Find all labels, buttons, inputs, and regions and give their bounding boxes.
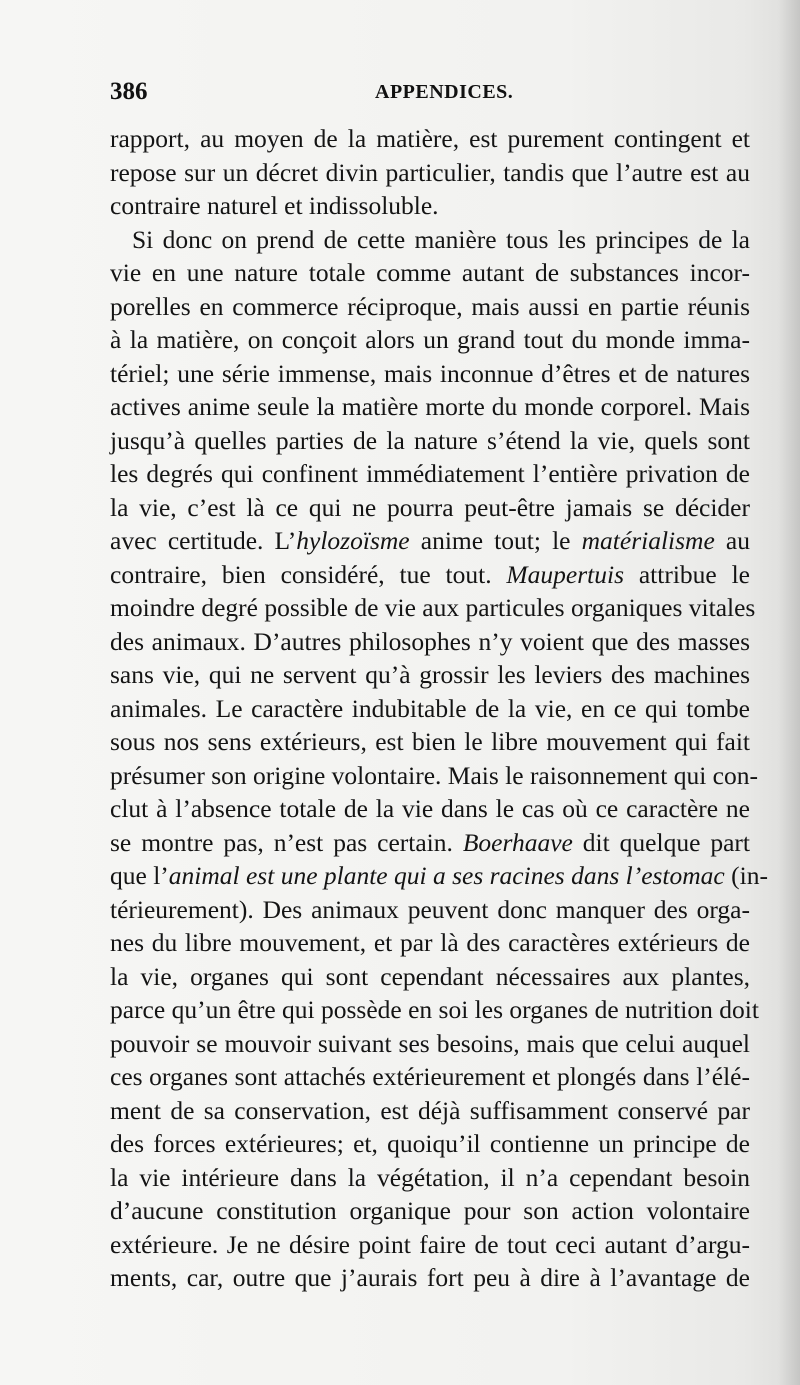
text-line — [110, 457, 750, 491]
text-line — [110, 223, 750, 257]
text-line — [110, 960, 750, 994]
text-line — [110, 759, 758, 793]
text-span: se montre pas, n’est pas certain. — [110, 827, 463, 857]
text-span: parce qu’un être qui possède en soi les organes de nutrition doit — [110, 995, 759, 1024]
text-span: attribue le — [624, 559, 750, 589]
text-span: ments, car, outre que j’aurais fort peu à dire à l’avantage de — [110, 1263, 750, 1292]
text-line — [110, 290, 750, 324]
text-span: la vie intérieure dans la végétation, il n’a cependant besoin — [110, 1162, 750, 1192]
text-line — [110, 524, 750, 558]
text-line — [110, 189, 750, 223]
text-span: moindre degré possible de vie aux particules organiques vitales — [110, 593, 756, 622]
text-line — [110, 1228, 750, 1262]
text-line — [110, 256, 750, 290]
page-number: 386 — [110, 78, 148, 105]
running-head: APPENDICES. — [375, 81, 514, 103]
text-line — [110, 122, 750, 156]
text-span: extérieure. Je ne désire point faire de tout ceci autant d’argu- — [110, 1229, 750, 1259]
text-span: des forces extérieures; et, quoiqu’il contienne un principe de — [110, 1129, 750, 1158]
text-line — [110, 859, 768, 893]
text-line — [110, 792, 750, 826]
text-span: contraire naturel et indissoluble. — [110, 191, 439, 220]
text-span: sans vie, qui ne servent qu’à grossir les leviers des machines — [110, 660, 750, 689]
italic-text-span: matérialisme — [581, 526, 715, 555]
text-line — [110, 926, 750, 960]
text-span: pouvoir se mouvoir suivant ses besoins, mais que celui auquel — [110, 1028, 750, 1058]
text-line — [110, 1127, 750, 1161]
text-span: repose sur un décret divin particulier, tandis que l’autre est au — [110, 157, 750, 187]
text-line — [110, 558, 750, 592]
italic-text-span: Boerhaave — [462, 827, 573, 857]
text-span: la vie, organes qui sont cependant nécessaires aux plantes, — [110, 961, 750, 991]
italic-text-span: Maupertuis — [506, 559, 624, 589]
text-span: des animaux. D’autres philosophes n’y voient que des masses — [110, 626, 750, 656]
italic-text-span: hylozoïsme — [296, 526, 410, 555]
text-span: au — [714, 526, 750, 555]
text-span: présumer son origine volontaire. Mais le raisonnement qui con- — [110, 760, 758, 790]
text-span: ment de sa conservation, est déjà suffisamment conservé par — [110, 1095, 750, 1125]
italic-text-span: animal est une plante qui a ses racines dans l’estomac — [168, 861, 725, 890]
text-span: dit quelque part — [572, 827, 750, 857]
body-text — [110, 122, 768, 1295]
text-span: nes du libre mouvement, et par là des caractères extérieurs de — [110, 928, 750, 957]
text-line — [110, 1161, 750, 1195]
text-line — [110, 893, 750, 927]
text-span: la vie, c’est là ce qui ne pourra peut-être jamais se décider — [110, 492, 750, 522]
text-span: jusqu’à quelles parties de la nature s’étend la vie, quels sont — [110, 425, 750, 455]
text-span: que l’ — [110, 861, 169, 890]
text-span: tériel; une série immense, mais inconnue d’êtres et de natures — [110, 358, 750, 388]
text-line — [110, 993, 759, 1027]
text-line — [110, 826, 750, 860]
text-line — [110, 491, 750, 525]
text-span: rapport, au moyen de la matière, est purement contingent et — [110, 124, 750, 153]
text-line — [110, 390, 750, 424]
page-header — [110, 78, 750, 108]
text-line — [110, 424, 750, 458]
text-line — [110, 692, 750, 726]
text-span: à la matière, on conçoit alors un grand tout du monde imma- — [110, 325, 750, 354]
text-span: porelles en commerce réciproque, mais aussi en partie réunis — [110, 291, 750, 321]
text-span: d’aucune constitution organique pour son action volontaire — [110, 1196, 750, 1225]
text-line — [110, 1060, 750, 1094]
text-line — [110, 1027, 750, 1061]
text-line — [110, 156, 750, 190]
text-line — [110, 1194, 750, 1228]
text-span: (in- — [724, 861, 768, 890]
text-line — [110, 658, 750, 692]
text-line — [110, 323, 750, 357]
text-span: ces organes sont attachés extérieurement et plongés dans l’élé- — [110, 1062, 750, 1091]
binding-shadow — [778, 0, 800, 1385]
text-span: avec certitude. L’ — [110, 526, 297, 555]
text-span: vie en une nature totale comme autant de substances incor- — [110, 258, 750, 287]
text-line — [110, 591, 756, 625]
text-span: anime tout; le — [409, 526, 582, 555]
text-line — [110, 1261, 750, 1295]
text-span: térieurement). Des animaux peuvent donc manquer des orga- — [110, 894, 750, 924]
text-line — [110, 1094, 750, 1128]
text-line — [110, 725, 750, 759]
text-line — [110, 625, 750, 659]
text-span: animales. Le caractère indubitable de la vie, en ce qui tombe — [110, 693, 750, 723]
text-span: clut à l’absence totale de la vie dans le cas où ce caractère ne — [110, 794, 750, 823]
text-span: Si donc on prend de cette manière tous les principes de la — [132, 224, 750, 254]
text-span: contraire, bien considéré, tue tout. — [110, 559, 507, 589]
text-span: les degrés qui confinent immédiatement l’entière privation de — [110, 459, 750, 488]
text-span: sous nos sens extérieurs, est bien le libre mouvement qui fait — [110, 727, 750, 756]
text-span: actives anime seule la matière morte du monde corporel. Mais — [110, 392, 750, 421]
text-line — [110, 357, 750, 391]
